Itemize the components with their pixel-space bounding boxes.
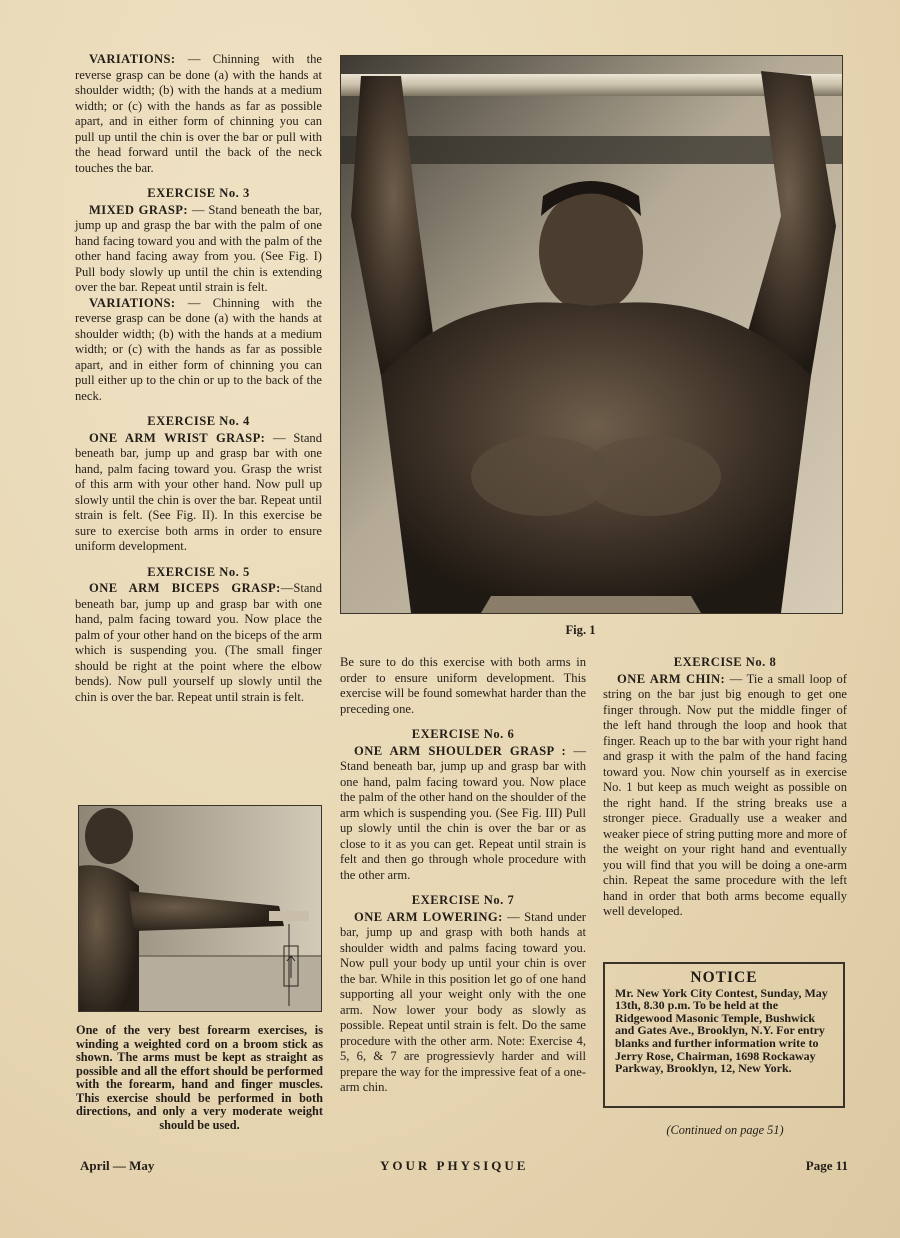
- exercise-6-paragraph: ONE ARM SHOULDER GRASP : — Stand beneath bar, jump up and grasp bar with one hand, palm facing toward you. Now place the palm of the other hand on the shoulder of the arm which is suspending you. (See Fig. III) Pull up slowly until the chin is over the bar or as close to it as you can get. Repeat until strain is felt and then go through whole procedure with the other arm.: [340, 743, 586, 882]
- forearm-photo-caption: One of the very best forearm exercises, is winding a weighted cord on a broom stick as shown. The arms must be kept as straight as possible and all the effort should be performed with the forearm, hand and finger muscles. This exercise should be performed in both directions, and only a very moderate weight should be used.: [76, 1023, 323, 1132]
- right-column: [603, 655, 847, 920]
- variations-paragraph-1: VARIATIONS: — Chinning with the reverse grasp can be done (a) with the hands at shoulder width; (b) with the hands at a medium width; or (c) with the hands as far as possible apart, and in either form of chinning you can pull up until the chin is over the bar or pull with the head forward until the back of the neck touches the bar.: [75, 52, 322, 175]
- exercise-4-paragraph: ONE ARM WRIST GRASP: — Stand beneath bar, jump up and grasp bar with one hand, palm facing toward you. Grasp the wrist of this arm with your other hand. Now pull up slowly until the chin is over the bar. Repeat until strain is felt. (See Fig. II). In this exercise be sure to exercise both arms in order to ensure uniform development.: [75, 430, 322, 553]
- exercise-6-heading: EXERCISE No. 6: [411, 727, 515, 741]
- exercise-5-heading: EXERCISE No. 5: [147, 564, 250, 579]
- exercise-5-continuation: Be sure to do this exercise with both arms in order to ensure uniform development. This exercise will be found somewhat harder than the preceding one.: [340, 655, 586, 716]
- exercise-4-heading: EXERCISE No. 4: [147, 414, 250, 428]
- middle-column: [340, 655, 586, 1096]
- exercise-7-heading: EXERCISE No. 7: [411, 893, 515, 907]
- exercise-3-paragraph: MIXED GRASP: — Stand beneath the bar, jump up and grasp the bar with the palm of one hand facing toward you and with the palm of the other hand facing away from you. (See Fig. I) Pull body slowly up until the chin is extending over the bar. Repeat until strain is felt.: [75, 202, 322, 294]
- notice-body: Mr. New York City Contest, Sunday, May 13th, 8.30 p.m. To be held at the Ridgewood Masonic Temple, Bushwick and Gates Ave., Brooklyn, N.Y. For entry blanks and further information write to Jerry Rose, Chairman, 1698 Rockaway Parkway, Brooklyn, 12, New York.: [615, 985, 828, 1076]
- footer-page-number: Page 11: [805, 1158, 848, 1173]
- forearm-photo-illustration: [79, 806, 321, 1011]
- variations-paragraph-2: VARIATIONS: — Chinning with the reverse grasp can be done (a) with the hands at shoulder width; (b) with the hands at a medium width; or (c) with the hands as far as possible apart, and in either form of chinning you can pull either up to the chin or up to the back of the neck.: [75, 295, 322, 403]
- fig-1-photo: [340, 55, 843, 614]
- notice-box: [603, 962, 845, 1108]
- footer-issue-date: April — May: [80, 1158, 155, 1173]
- fig-1-label: Fig. 1: [565, 623, 596, 637]
- chin-up-photo-illustration: [341, 56, 842, 613]
- exercise-7-paragraph: ONE ARM LOWERING: — Stand under bar, jump up and grasp with both hands at shoulder width and palms facing toward you. Now pull your body up until your chin is over the bar. While in this position let go of one hand supporting all your weight only with the one arm. Now lower your body as slowly as possible. Repeat until strain is felt. Do the same procedure with the other arm. Note: Exercise 4, 5, 6, & 7 are progressievly harder and will prepare the way for the impressive feat of a one-arm chin.: [340, 909, 586, 1094]
- exercise-8-heading: EXERCISE No. 8: [673, 655, 777, 669]
- exercise-8-paragraph: ONE ARM CHIN: — Tie a small loop of string on the bar just big enough to get one finger through. Now put the middle finger of the left hand through the loop and hook that finger. Reach up to the bar with your right hand and grasp it with the palm of the hand facing toward you. Now chin yourself as in exercise No. 1 but keep as much weight as possible on the right hand. If the string breaks use a stronger piece. Gradually use a weaker and weaker piece of string putting more and more of the weight on your right hand and eventually you will find that you will be doing a one-arm chin. Repeat the same procedure with the left hand in order that both arms become equally well developed.: [603, 671, 848, 918]
- continued-note: (Continued on page 51): [666, 1123, 784, 1137]
- forearm-exercise-photo: [78, 805, 322, 1012]
- exercise-3-heading: EXERCISE No. 3: [147, 186, 250, 200]
- left-column: [75, 52, 322, 705]
- exercise-5-paragraph: ONE ARM BICEPS GRASP:—Stand beneath bar, jump up and grasp bar with one hand, palm facing toward you. Now place the palm of your other hand on the biceps of the arm which is suspending you. (The small finger should be right at the point where the elbow bends). Now pull yourself up slowly until the chin is over the bar. Repeat until strain is felt.: [75, 581, 322, 704]
- notice-title: NOTICE: [690, 969, 758, 986]
- footer-magazine-title: YOUR PHYSIQUE: [380, 1158, 529, 1173]
